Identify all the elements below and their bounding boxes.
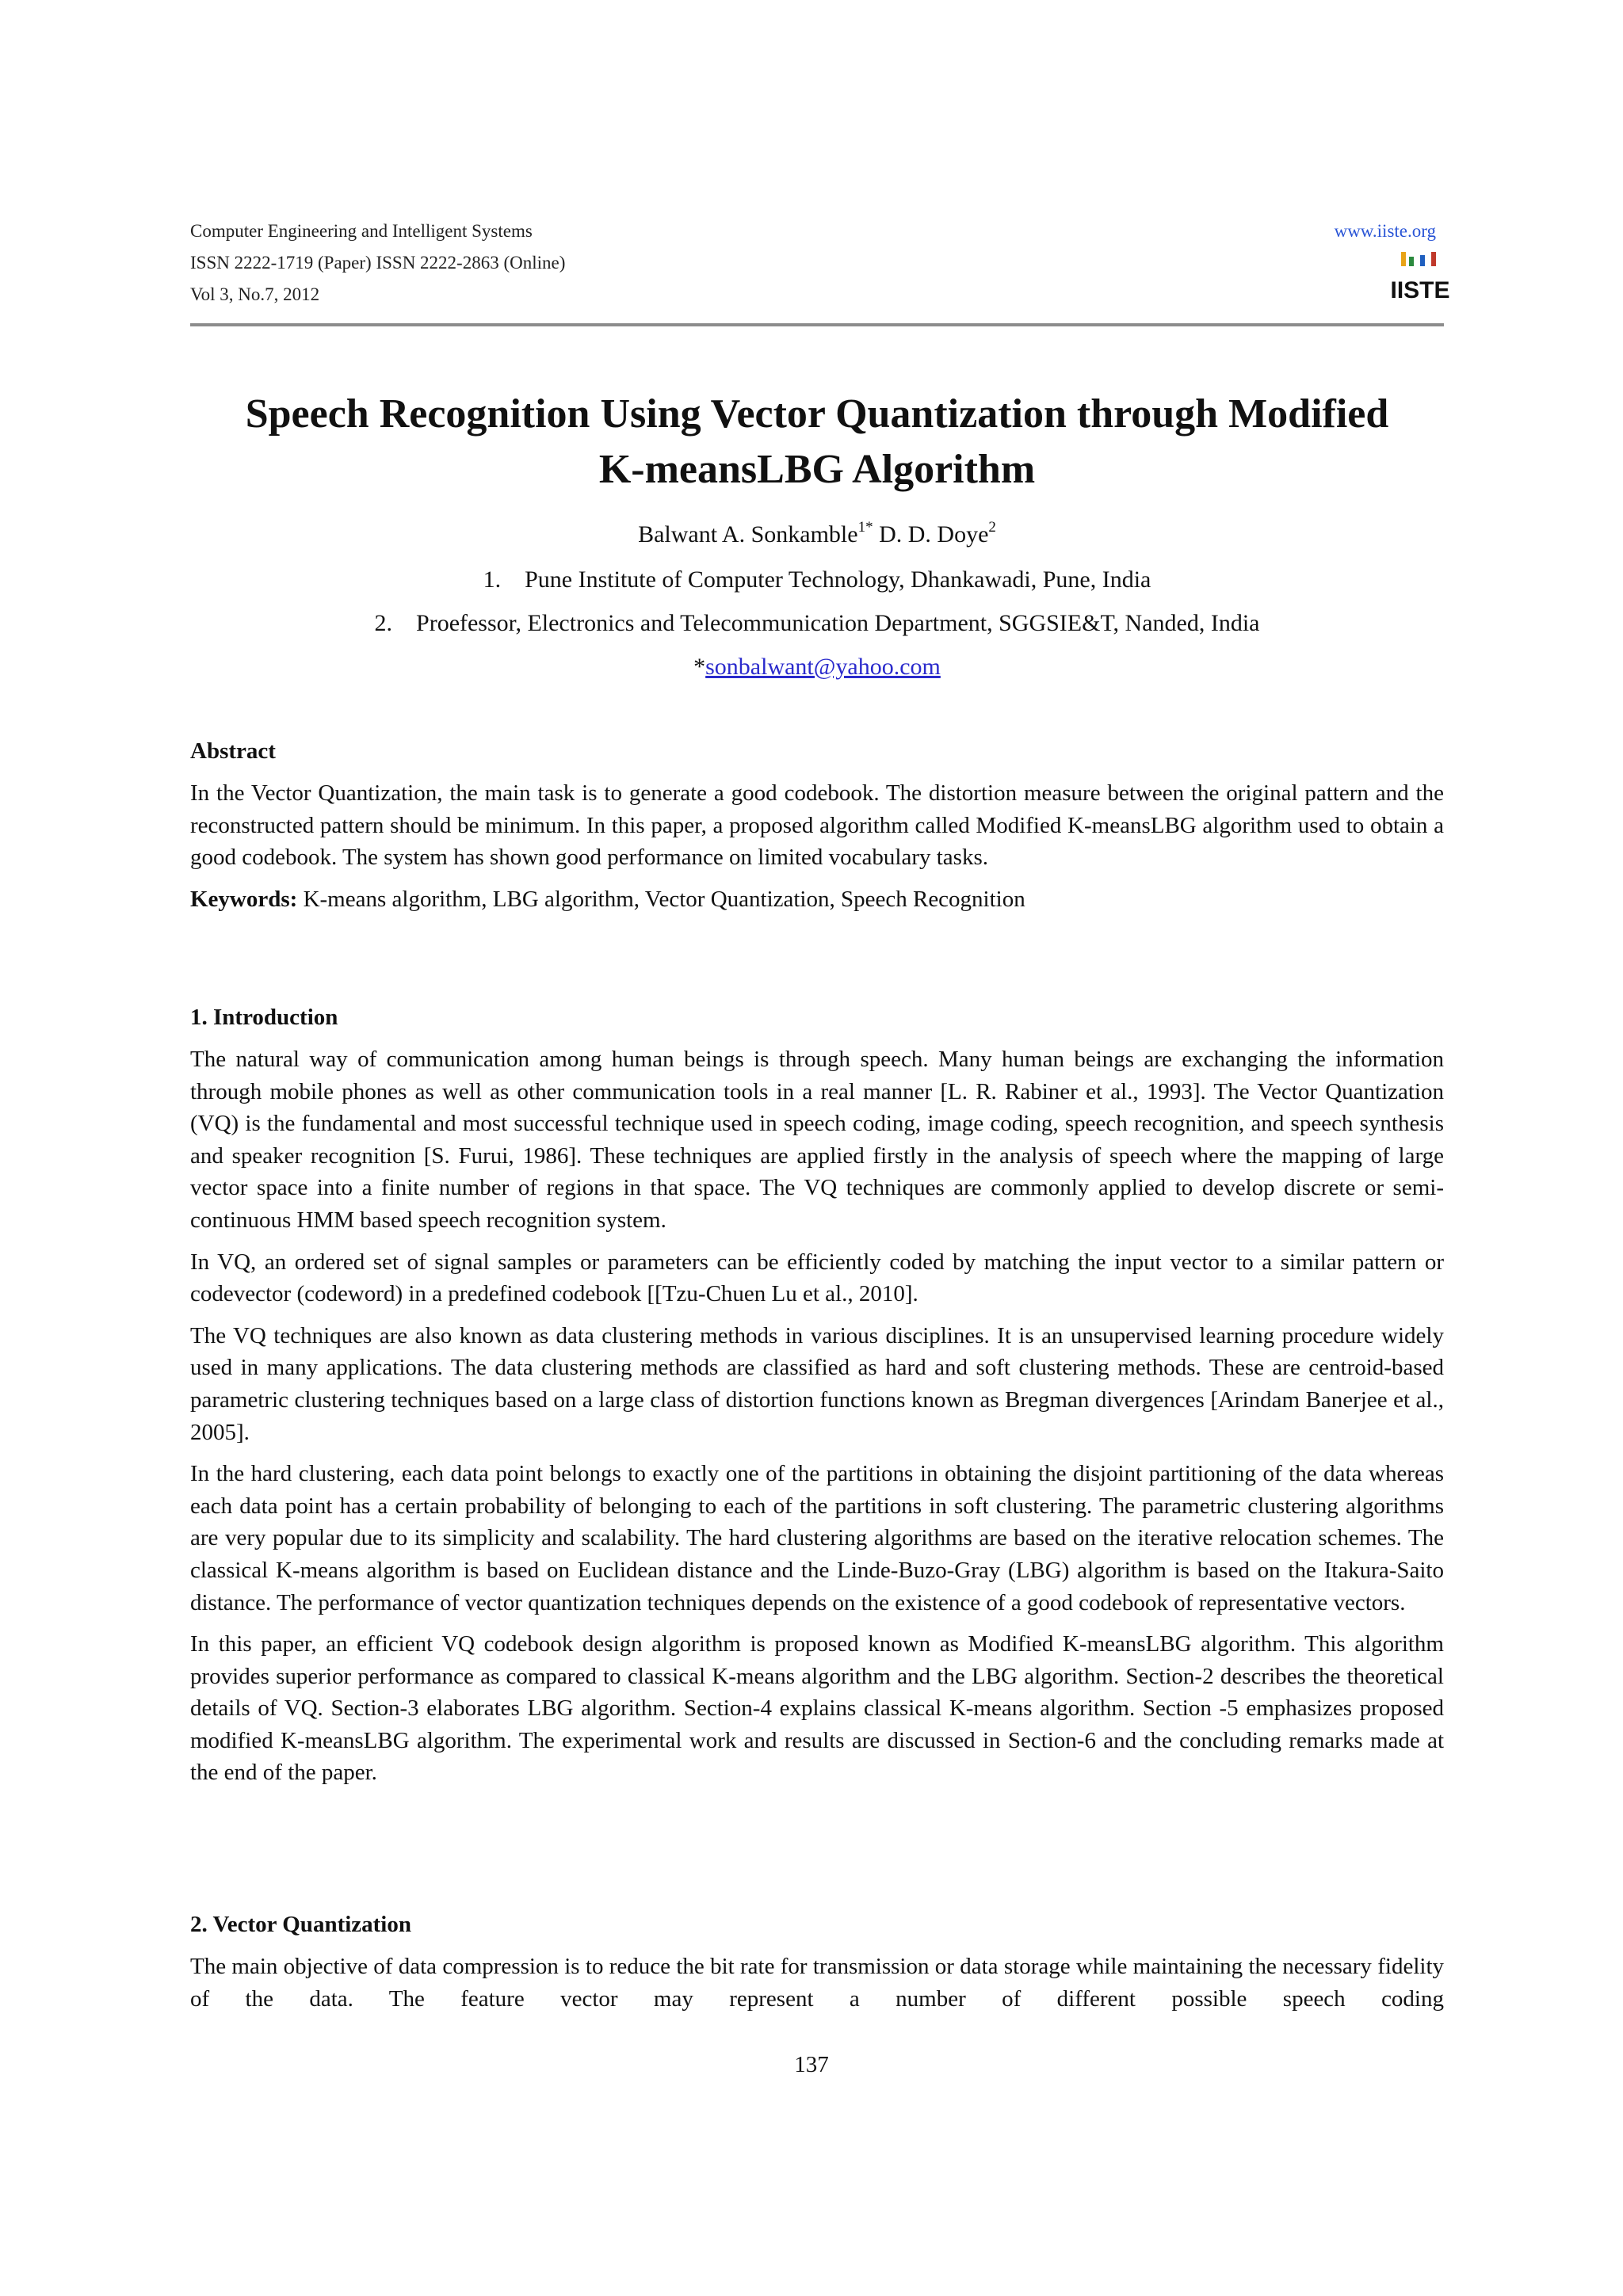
journal-url-link[interactable]: www.iiste.org	[1334, 221, 1436, 241]
author-2: D. D. Doye	[879, 521, 989, 547]
paragraph: The natural way of communication among human beings is through speech. Many human beings are exchanging the information through mobile phones as well as other communication tools in a real manner [L. R. Rabiner et al., 1993]. The Vector Quantization (VQ) is the fundamental and most successful technique used in speech coding, image coding, speech recognition, and speech synthesis and speaker recognition [S. Furui, 1986]. These techniques are applied firstly in the analysis of speech where the mapping of large vector space into a finite number of regions in that space. The VQ techniques are commonly applied to develop discrete or semi-continuous HMM based speech recognition system.	[190, 1047, 1444, 1233]
abstract-block	[190, 735, 1444, 915]
paragraph: In the hard clustering, each data point belongs to exactly one of the partitions in obtaining the disjoint partitioning of the data whereas each data point has a certain probability of belonging to each of the partitions in soft clustering. The parametric clustering algorithms are very popular due to its simplicity and scalability. The hard clustering algorithms are based on the iterative relocation schemes. The classical K-means algorithm is based on Euclidean distance and the Linde-Buzo-Gray (LBG) algorithm is based on the Itakura-Saito distance. The performance of vector quantization techniques depends on the existence of a good codebook of representative vectors.	[190, 1461, 1444, 1615]
journal-header	[190, 215, 1450, 311]
author-list	[190, 519, 1444, 551]
journal-issn: ISSN 2222-1719 (Paper) ISSN 2222-2863 (Online)	[190, 253, 566, 273]
affiliation-number: 1.	[483, 566, 502, 593]
keywords-text: K-means algorithm, LBG algorithm, Vector Quantization, Speech Recognition	[297, 886, 1025, 912]
corresponding-email	[190, 651, 1444, 683]
paper-title	[190, 387, 1444, 498]
logo-text: IISTE	[1390, 277, 1450, 303]
affiliation-number: 2.	[374, 610, 393, 636]
title-line-1: Speech Recognition Using Vector Quantization through Modified	[245, 391, 1389, 437]
affiliation-text: Proefessor, Electronics and Telecommunication Department, SGGSIE&T, Nanded, India	[416, 610, 1260, 636]
header-rule	[190, 323, 1444, 326]
paragraph: In VQ, an ordered set of signal samples or parameters can be efficiently coded by matching the input vector to a similar pattern or codevector (codeword) in a predefined codebook [[Tzu-Chuen Lu et al., 2010].	[190, 1249, 1444, 1307]
section-heading: 2. Vector Quantization	[190, 1912, 411, 1937]
section-vector-quantization	[190, 1909, 1444, 2015]
journal-volume: Vol 3, No.7, 2012	[190, 284, 320, 304]
paragraph: The VQ techniques are also known as data clustering methods in various disciplines. It is an unsupervised learning procedure widely used in many applications. The data clustering methods are classified as hard and soft clustering methods. These are centroid-based parametric clustering techniques based on a large class of distortion functions known as Bregman divergences [Arindam Banerjee et al., 2005].	[190, 1322, 1444, 1445]
keywords-line	[190, 883, 1444, 916]
email-link[interactable]: sonbalwant@yahoo.com	[705, 654, 941, 680]
author-1-affiliation-mark: 1*	[857, 519, 873, 536]
email-prefix: *	[693, 654, 706, 680]
affiliation-2	[190, 608, 1444, 639]
title-line-2: K-meansLBG Algorithm	[598, 447, 1036, 492]
section-heading: 1. Introduction	[190, 1005, 338, 1030]
journal-name: Computer Engineering and Intelligent Systems	[190, 221, 533, 241]
author-2-affiliation-mark: 2	[988, 519, 996, 536]
paragraph: The main objective of data compression is to reduce the bit rate for transmission or data storage while maintaining the necessary fidelity of the data. The feature vector may represent a number of different possible speech coding	[190, 1954, 1444, 2012]
affiliation-1	[190, 564, 1444, 596]
author-1: Balwant A. Sonkamble	[638, 521, 858, 547]
paragraph: In this paper, an efficient VQ codebook design algorithm is proposed known as Modified K-meansLBG algorithm. This algorithm provides superior performance as compared to classical K-means algorithm and the LBG algorithm. Section-2 describes the theoretical details of VQ. Section-3 elaborates LBG algorithm. Section-4 explains classical K-means algorithm. Section -5 emphasizes proposed modified K-meansLBG algorithm. The experimental work and results are discussed in Section-6 and the concluding remarks made at the end of the paper.	[190, 1631, 1444, 1786]
keywords-label: Keywords:	[190, 886, 298, 912]
abstract-heading: Abstract	[190, 738, 276, 764]
iiste-logo-icon	[1390, 249, 1450, 304]
abstract-text: In the Vector Quantization, the main task is to generate a good codebook. The distortion measure between the original pattern and the reconstructed pattern should be minimum. In this paper, a proposed algorithm called Modified K-meansLBG algorithm used to obtain a good codebook. The system has shown good performance on limited vocabulary tasks.	[190, 780, 1444, 871]
affiliation-text: Pune Institute of Computer Technology, Dhankawadi, Pune, India	[525, 566, 1151, 593]
section-introduction	[190, 1001, 1444, 1789]
page-number: 137	[794, 2052, 829, 2077]
